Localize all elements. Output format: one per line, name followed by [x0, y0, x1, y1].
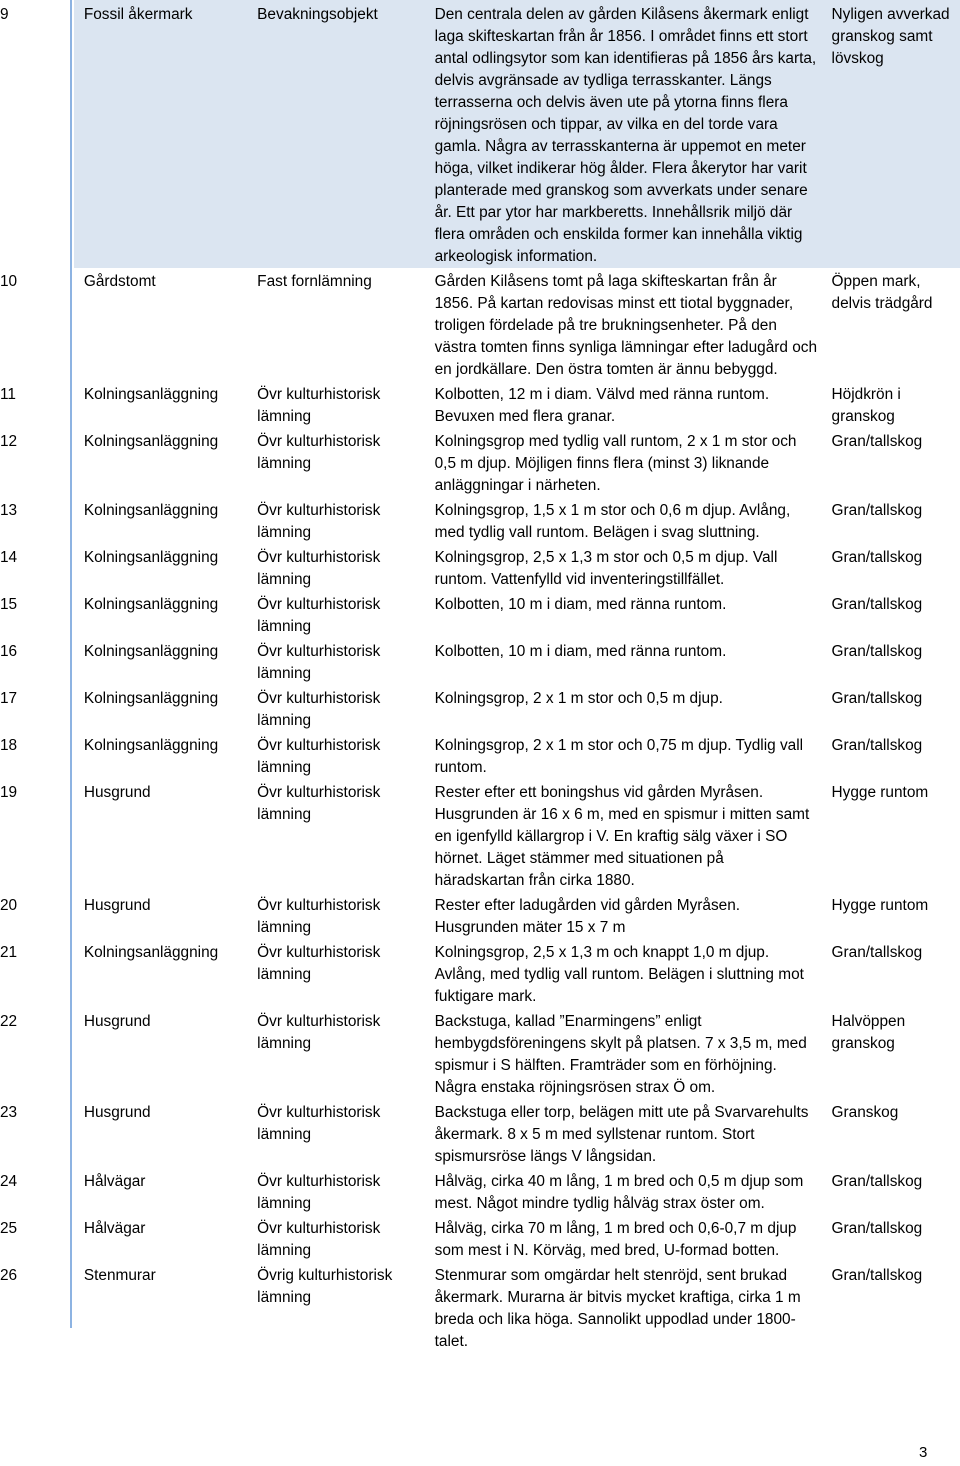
cell-description: Kolningsgrop, 1,5 x 1 m stor och 0,6 m djup. Avlång, med tydlig vall runtom. Belägen i svag sluttning.: [434, 502, 791, 541]
table-row: [0, 1262, 960, 1353]
page-number: 3: [919, 1444, 928, 1461]
cell-nr: 22: [0, 1013, 18, 1030]
table-row: [0, 779, 960, 892]
cell-environment: Gran/tallskog: [831, 549, 923, 566]
table-row: [0, 638, 960, 685]
cell-nr: 9: [0, 6, 9, 23]
cell-environment: Gran/tallskog: [831, 1173, 923, 1190]
cell-nr: 23: [0, 1104, 18, 1121]
cell-environment: Gran/tallskog: [831, 433, 923, 450]
cell-nr: 26: [0, 1267, 18, 1284]
cell-description: Hålväg, cirka 40 m lång, 1 m bred och 0,5 m djup som mest. Något mindre tydlig hålväg strax öster om.: [434, 1173, 804, 1212]
cell-classification: Övr kulturhistorisk lämning: [257, 784, 381, 823]
cell-environment: Nyligen avverkad granskog samt lövskog: [823, 0, 960, 268]
cell-nr: 10: [0, 273, 18, 290]
table-row: [0, 591, 960, 638]
cell-classification: Övr kulturhistorisk lämning: [257, 433, 381, 472]
cell-nr: 16: [0, 643, 18, 660]
cell-description: Kolbotten, 12 m i diam. Välvd med ränna runtom. Bevuxen med flera granar.: [434, 386, 770, 425]
cell-environment: Öppen mark, delvis trädgård: [831, 273, 933, 312]
cell-description: Kolningsgrop med tydlig vall runtom, 2 x 1 m stor och 0,5 m djup. Möjligen finns flera (minst 3) liknande anläggningar i närheten.: [434, 433, 797, 494]
cell-description: Backstuga, kallad ”Enarmingens” enligt hembygdsföreningens skylt på platsen. 7 x 3,5 m, med spismur i S hälften. Framträder som en förhöjning. Några enstaka röjningsrösen strax Ö om.: [434, 1013, 807, 1096]
cell-type: Husgrund: [83, 1013, 151, 1030]
cell-environment: Gran/tallskog: [831, 1220, 923, 1237]
table-row: [0, 497, 960, 544]
cell-nr: 13: [0, 502, 18, 519]
cell-nr: 11: [0, 386, 16, 403]
cell-description: Stenmurar som omgärdar helt stenröjd, sent brukad åkermark. Murarna är bitvis mycket kraftiga, cirka 1 m breda och lika höga. Sannolikt uppodlad under 1800-talet.: [434, 1267, 801, 1350]
cell-classification: Övr kulturhistorisk lämning: [257, 596, 381, 635]
cell-type: Fossil åkermark: [74, 0, 247, 268]
table-row: [0, 685, 960, 732]
cell-nr: 14: [0, 549, 18, 566]
cell-nr: 17: [0, 690, 18, 707]
cell-description: Hålväg, cirka 70 m lång, 1 m bred och 0,6-0,7 m djup som mest i N. Körväg, med bred, U-formad botten.: [434, 1220, 797, 1259]
cell-type: Gårdstomt: [83, 273, 156, 290]
table-row: [0, 1168, 960, 1215]
cell-classification: Övr kulturhistorisk lämning: [257, 1173, 381, 1212]
cell-nr: 12: [0, 433, 18, 450]
cell-description: Backstuga eller torp, belägen mitt ute på Svarvarehults åkermark. 8 x 5 m med syllstenar runtom. Stort spismursröse längs V långsidan.: [434, 1104, 809, 1165]
cell-environment: Gran/tallskog: [831, 944, 923, 961]
cell-environment: Gran/tallskog: [831, 643, 923, 660]
cell-classification: Bevakningsobjekt: [247, 0, 425, 268]
cell-type: Husgrund: [83, 1104, 151, 1121]
cell-nr: 25: [0, 1220, 18, 1237]
cell-type: Kolningsanläggning: [83, 433, 219, 450]
cell-classification: Övr kulturhistorisk lämning: [257, 1104, 381, 1143]
table-row: [0, 544, 960, 591]
cell-classification: Övr kulturhistorisk lämning: [257, 1220, 381, 1259]
cell-classification: Övr kulturhistorisk lämning: [257, 643, 381, 682]
cell-nr: 24: [0, 1173, 18, 1190]
cell-type: Kolningsanläggning: [83, 690, 219, 707]
cell-classification: Övr kulturhistorisk lämning: [257, 690, 381, 729]
cell-classification: Övrig kulturhistorisk lämning: [257, 1267, 393, 1306]
cell-classification: Övr kulturhistorisk lämning: [257, 897, 381, 936]
cell-type: Kolningsanläggning: [83, 944, 219, 961]
table-row: [0, 1099, 960, 1168]
cell-description: Rester efter ett boningshus vid gården Myråsen. Husgrunden är 16 x 6 m, med en spismur i mitten samt en igenfylld källargrop i V. En kraftig sälg växer i SO hörnet. Läget stämmer med situationen på häradskartan från cirka 1880.: [434, 784, 810, 889]
cell-description: Kolbotten, 10 m i diam, med ränna runtom.: [434, 596, 727, 613]
table-row: [0, 0, 960, 268]
cell-classification: Övr kulturhistorisk lämning: [257, 1013, 381, 1052]
table-row: [0, 268, 960, 381]
cell-environment: Höjdkrön i granskog: [831, 386, 901, 425]
cell-description: Kolningsgrop, 2,5 x 1,3 m stor och 0,5 m djup. Vall runtom. Vattenfylld vid inventeringstillfället.: [434, 549, 778, 588]
table-row: [0, 732, 960, 779]
cell-type: Stenmurar: [83, 1267, 156, 1284]
cell-nr: 15: [0, 596, 18, 613]
cell-description: Kolbotten, 10 m i diam, med ränna runtom.: [434, 643, 727, 660]
cell-environment: Granskog: [831, 1104, 899, 1121]
cell-classification: Övr kulturhistorisk lämning: [257, 386, 381, 425]
cell-type: Husgrund: [83, 784, 151, 801]
cell-nr: 18: [0, 737, 18, 754]
cell-environment: Hygge runtom: [831, 784, 929, 801]
cell-description: Gården Kilåsens tomt på laga skifteskartan från år 1856. På kartan redovisas minst ett tiotal byggnader, troligen fördelade på tre brukningsenheter. På den västra tomten finns synliga lämningar efter ladugård och en jordkällare. Den östra tomten är ännu bebyggd.: [434, 273, 818, 378]
cell-environment: Halvöppen granskog: [831, 1013, 906, 1052]
cell-description: Kolningsgrop, 2 x 1 m stor och 0,75 m djup. Tydlig vall runtom.: [434, 737, 804, 776]
cell-environment: Hygge runtom: [831, 897, 929, 914]
cell-description: Kolningsgrop, 2,5 x 1,3 m och knappt 1,0 m djup. Avlång, med tydlig vall runtom. Belägen i sluttning mot fuktigare mark.: [434, 944, 804, 1005]
cell-nr: 19: [0, 784, 18, 801]
cell-classification: Övr kulturhistorisk lämning: [257, 502, 381, 541]
table-row: [0, 939, 960, 1008]
cell-classification: Fast fornlämning: [257, 273, 372, 290]
cell-environment: Gran/tallskog: [831, 737, 923, 754]
cell-type: Kolningsanläggning: [83, 643, 219, 660]
cell-type: Kolningsanläggning: [83, 386, 219, 403]
cell-type: Hålvägar: [83, 1173, 146, 1190]
cell-description: Kolningsgrop, 2 x 1 m stor och 0,5 m djup.: [434, 690, 723, 707]
table-row: [0, 1215, 960, 1262]
cell-nr: 20: [0, 897, 18, 914]
table-row: [0, 381, 960, 428]
cell-type: Hålvägar: [83, 1220, 146, 1237]
cell-type: Husgrund: [83, 897, 151, 914]
cell-environment: Gran/tallskog: [831, 502, 923, 519]
table-row: [0, 1008, 960, 1099]
cell-environment: Gran/tallskog: [831, 690, 923, 707]
cell-description: Den centrala delen av gården Kilåsens åkermark enligt laga skifteskartan från år 1856. I området finns ett stort antal odlingsytor som kan identifieras på 1856 års karta, delvis avgränsade av tydliga terrasskanter. Längs terrasserna och delvis även ute på ytorna finns flera röjningsrösen och tippar, av vilka en del torde vara gamla. Några av terrasskanterna är uppemot en meter höga, vilket indikerar hög ålder. Flera åkerytor har varit planterade med granskog som avverkats under senare år. Ett par ytor har markberetts. Innehållsrik miljö där flera områden och enskilda former kan innehålla viktig arkeologisk information.: [426, 0, 823, 268]
cell-environment: Gran/tallskog: [831, 596, 923, 613]
table-row: [0, 892, 960, 939]
cell-environment: Gran/tallskog: [831, 1267, 923, 1284]
cell-classification: Övr kulturhistorisk lämning: [257, 737, 381, 776]
cell-classification: Övr kulturhistorisk lämning: [257, 944, 381, 983]
cell-type: Kolningsanläggning: [83, 502, 219, 519]
cell-nr: 21: [0, 944, 18, 961]
cell-type: Kolningsanläggning: [83, 549, 219, 566]
cell-type: Kolningsanläggning: [83, 596, 219, 613]
cell-classification: Övr kulturhistorisk lämning: [257, 549, 381, 588]
table-row: [0, 428, 960, 497]
cell-type: Kolningsanläggning: [83, 737, 219, 754]
cell-description: Rester efter ladugården vid gården Myråsen. Husgrunden mäter 15 x 7 m: [434, 897, 741, 936]
